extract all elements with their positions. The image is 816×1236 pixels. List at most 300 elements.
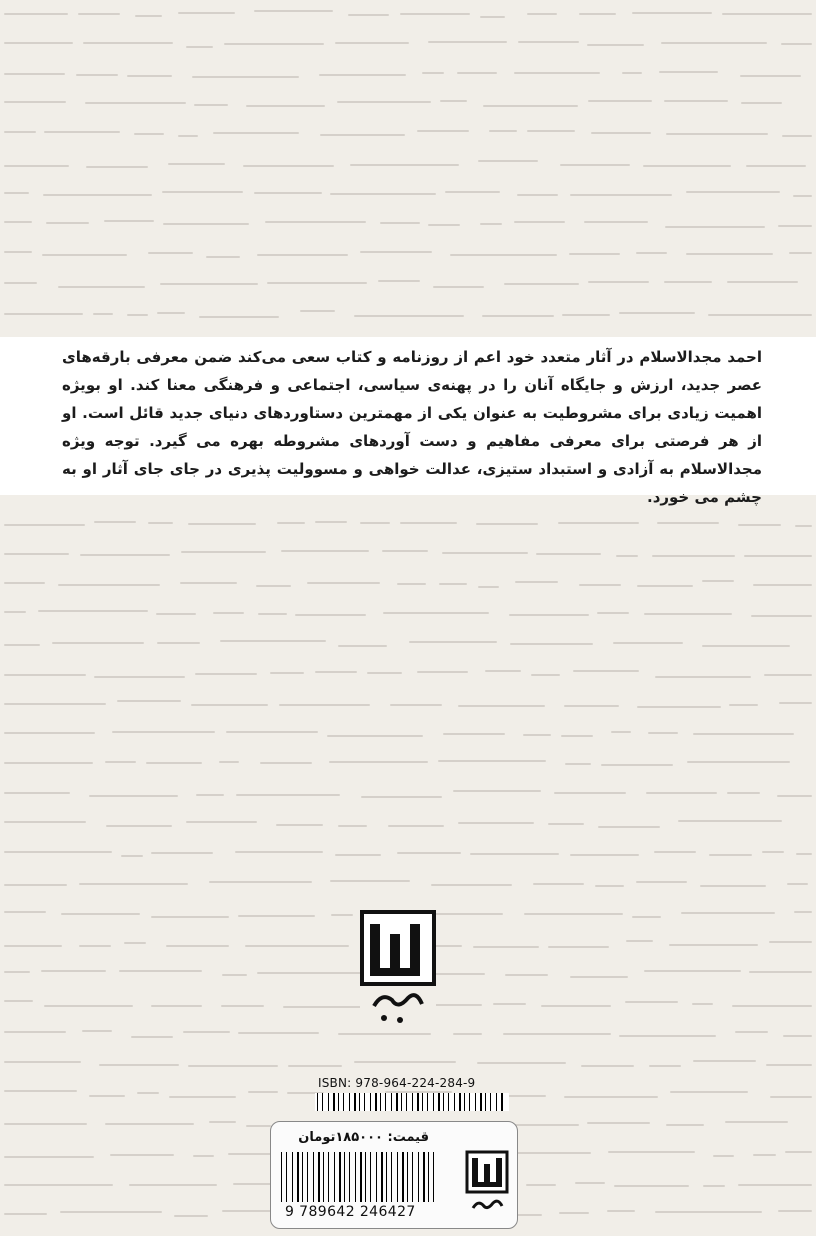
barcode-bar: [344, 1152, 345, 1202]
handwriting-stroke: [4, 165, 69, 167]
handwriting-stroke: [186, 821, 257, 823]
handwriting-stroke: [254, 192, 321, 194]
barcode-bar: [292, 1152, 293, 1202]
handwriting-stroke: [482, 315, 553, 317]
handwriting-stroke: [764, 674, 812, 676]
handwriting-stroke: [127, 75, 171, 77]
handwriting-stroke: [238, 915, 315, 917]
barcode-bar: [480, 1093, 482, 1111]
handwriting-stroke: [105, 761, 136, 763]
handwriting-stroke: [619, 312, 696, 314]
handwriting-stroke: [4, 945, 62, 947]
handwriting-stroke: [281, 550, 369, 552]
handwriting-stroke: [338, 645, 386, 647]
barcode-bar: [438, 1093, 440, 1111]
handwriting-stroke: [367, 672, 402, 674]
barcode-bar: [475, 1093, 476, 1111]
handwriting-stroke: [44, 131, 120, 133]
handwriting-stroke: [315, 521, 348, 523]
barcode-bar: [401, 1093, 402, 1111]
handwriting-stroke: [4, 131, 36, 133]
handwriting-stroke: [378, 280, 420, 282]
handwriting-stroke: [243, 165, 334, 167]
barcode-bar: [381, 1152, 383, 1202]
handwriting-stroke: [4, 971, 30, 973]
barcode-bar: [490, 1093, 491, 1111]
handwriting-stroke: [598, 826, 660, 828]
handwriting-stroke: [335, 42, 409, 44]
handwriting-stroke: [4, 821, 86, 823]
handwriting-stroke: [209, 881, 311, 883]
barcode-bar: [417, 1093, 419, 1111]
barcode-bar: [365, 1152, 366, 1202]
handwriting-stroke: [178, 12, 235, 14]
handwriting-stroke: [267, 282, 367, 284]
handwriting-stroke: [505, 974, 548, 976]
handwriting-stroke: [510, 643, 593, 645]
handwriting-stroke: [591, 132, 651, 134]
handwriting-stroke: [570, 194, 672, 196]
barcode-bars: [279, 1152, 439, 1202]
handwriting-stroke: [431, 884, 512, 886]
handwriting-stroke: [337, 101, 432, 103]
barcode-bar: [469, 1093, 470, 1111]
publisher-logo-graphic: [360, 910, 436, 1028]
handwriting-stroke: [664, 100, 728, 102]
handwriting-stroke: [657, 522, 719, 524]
handwriting-stroke: [188, 1065, 278, 1067]
handwriting-stroke: [38, 610, 148, 612]
barcode-bar: [386, 1152, 387, 1202]
handwriting-stroke: [4, 251, 32, 253]
handwriting-stroke: [42, 254, 127, 256]
handwriting-stroke: [655, 1211, 762, 1213]
handwriting-stroke: [135, 15, 162, 17]
handwriting-stroke: [4, 1184, 113, 1186]
handwriting-stroke: [224, 43, 324, 45]
handwriting-stroke: [587, 1122, 650, 1124]
handwriting-stroke: [277, 522, 305, 524]
handwriting-stroke: [178, 135, 199, 137]
handwriting-stroke: [206, 256, 240, 258]
handwriting-stroke: [222, 1210, 277, 1212]
handwriting-stroke: [4, 1031, 66, 1033]
handwriting-stroke: [709, 854, 752, 856]
handwriting-stroke: [104, 220, 154, 222]
barcode-bar: [307, 1152, 308, 1202]
handwriting-stroke: [648, 732, 679, 734]
handwriting-stroke: [46, 222, 89, 224]
handwriting-stroke: [222, 974, 246, 976]
handwriting-stroke: [793, 195, 812, 197]
handwriting-stroke: [504, 283, 579, 285]
handwriting-stroke: [515, 581, 557, 583]
handwriting-stroke: [188, 523, 256, 525]
handwriting-stroke: [180, 582, 237, 584]
handwriting-stroke: [796, 853, 812, 855]
handwriting-stroke: [331, 914, 354, 916]
handwriting-stroke: [524, 913, 623, 915]
handwriting-stroke: [753, 584, 812, 586]
handwriting-stroke: [4, 73, 65, 75]
handwriting-stroke: [649, 1065, 681, 1067]
barcode-bar: [317, 1093, 318, 1111]
barcode-bar: [370, 1093, 371, 1111]
barcode-bar: [370, 1152, 371, 1202]
handwriting-stroke: [383, 612, 488, 614]
handwriting-stroke: [565, 763, 591, 765]
handwriting-stroke: [777, 795, 812, 797]
handwriting-stroke: [564, 1096, 659, 1098]
handwriting-stroke: [194, 104, 228, 106]
handwriting-stroke: [457, 72, 496, 74]
blurb-panel: [0, 337, 816, 506]
handwriting-stroke: [235, 851, 323, 853]
handwriting-stroke: [246, 1125, 271, 1127]
handwriting-stroke: [453, 790, 541, 792]
handwriting-stroke: [746, 165, 806, 167]
handwriting-stroke: [151, 852, 213, 854]
handwriting-stroke: [554, 792, 626, 794]
handwriting-stroke: [400, 522, 457, 524]
barcode-bar: [281, 1152, 282, 1202]
handwriting-stroke: [354, 1061, 456, 1063]
handwriting-stroke: [4, 582, 45, 584]
handwriting-stroke: [533, 883, 584, 885]
handwriting-stroke: [78, 13, 120, 15]
handwriting-stroke: [195, 673, 257, 675]
handwriting-stroke: [636, 252, 667, 254]
barcode-bar: [427, 1093, 428, 1111]
handwriting-stroke: [4, 313, 83, 315]
handwriting-stroke: [350, 164, 459, 166]
handwriting-stroke: [127, 314, 147, 316]
barcode-bar: [333, 1093, 335, 1111]
handwriting-stroke: [245, 945, 349, 947]
handwriting-stroke: [238, 1032, 319, 1034]
handwriting-stroke: [4, 762, 93, 764]
handwriting-stroke: [117, 700, 180, 702]
handwriting-stroke: [417, 130, 469, 132]
handwriting-stroke: [778, 225, 812, 227]
handwriting-stroke: [579, 584, 621, 586]
handwriting-stroke: [614, 1185, 689, 1187]
blurb-text: احمد مجدالاسلام در آثار متعدد خود اعم از روزنامه و کتاب سعی می‌کند ضمن معرفی بارقه‌های عصر جدید، ارزش و جایگاه آنان را در پهنه‌ی سیاسی، اجتماعی و فرهنگی معنا کند. او بویژه اهمیت زیادی برای مشروطیت به عنوان یکی از مهمترین دستاوردهای دنیای جدید قائل است. او از هر فرصتی برای معرفی مفاهیم و دست آوردهای مشروطه بهره می گیرد. توجه ویژه مجدالاسلام به آزادی و استبداد ستیزی، عدالت خواهی و مسوولیت پذیری در جای جای آثار او به چشم می خورد.: [62, 348, 762, 506]
handwriting-stroke: [702, 645, 790, 647]
barcode-bar: [322, 1093, 323, 1111]
handwriting-stroke: [564, 705, 620, 707]
handwriting-stroke: [213, 132, 299, 134]
handwriting-stroke: [131, 1036, 173, 1038]
barcode-bar: [323, 1152, 324, 1202]
handwriting-stroke: [751, 615, 812, 617]
handwriting-stroke: [160, 283, 258, 285]
handwriting-stroke: [637, 585, 693, 587]
handwriting-stroke: [562, 314, 610, 316]
handwriting-stroke: [265, 221, 366, 223]
handwriting-stroke: [166, 945, 229, 947]
handwriting-stroke: [83, 42, 173, 44]
ean-barcode: [279, 1152, 439, 1212]
barcode-digits: 9 789642 246427: [285, 1204, 416, 1220]
handwriting-stroke: [4, 1156, 94, 1158]
handwriting-stroke: [573, 670, 639, 672]
handwriting-stroke: [493, 1003, 526, 1005]
handwriting-stroke: [666, 1124, 703, 1126]
handwriting-stroke: [105, 1123, 194, 1125]
handwriting-stroke: [458, 705, 546, 707]
handwriting-stroke: [400, 13, 470, 15]
handwriting-stroke: [58, 584, 160, 586]
handwriting-stroke: [327, 735, 423, 737]
barcode-bar: [423, 1152, 425, 1202]
handwriting-stroke: [4, 13, 68, 15]
handwriting-stroke: [794, 911, 812, 913]
barcode-bar: [448, 1093, 449, 1111]
barcode-bar: [407, 1152, 408, 1202]
handwriting-stroke: [686, 253, 773, 255]
handwriting-stroke: [134, 133, 164, 135]
isbn-barcode: [315, 1093, 509, 1111]
handwriting-stroke: [295, 614, 366, 616]
handwriting-stroke: [199, 316, 279, 318]
handwriting-stroke: [80, 554, 170, 556]
handwriting-stroke: [94, 676, 185, 678]
handwriting-stroke: [257, 254, 348, 256]
handwriting-stroke: [632, 916, 661, 918]
barcode-bar: [501, 1093, 503, 1111]
handwriting-stroke: [4, 221, 32, 223]
handwriting-stroke: [338, 825, 367, 827]
handwriting-stroke: [79, 883, 188, 885]
handwriting-stroke: [146, 762, 202, 764]
handwriting-stroke: [335, 854, 381, 856]
handwriting-stroke: [4, 524, 85, 526]
handwriting-stroke: [597, 612, 629, 614]
handwriting-stroke: [781, 43, 812, 45]
handwriting-stroke: [613, 642, 684, 644]
handwriting-stroke: [169, 1096, 236, 1098]
handwriting-stroke: [79, 945, 112, 947]
barcode-bar: [406, 1093, 407, 1111]
handwriting-stroke: [514, 72, 600, 74]
handwriting-stroke: [608, 1151, 695, 1153]
handwriting-stroke: [181, 551, 267, 553]
handwriting-stroke: [637, 706, 721, 708]
handwriting-stroke: [450, 254, 557, 256]
handwriting-stroke: [192, 76, 299, 78]
handwriting-stroke: [236, 794, 340, 796]
barcode-bar: [334, 1152, 335, 1202]
handwriting-stroke: [570, 854, 639, 856]
handwriting-stroke: [753, 1154, 776, 1156]
handwriting-stroke: [85, 102, 186, 104]
handwriting-stroke: [619, 1035, 716, 1037]
handwriting-stroke: [560, 164, 630, 166]
handwriting-stroke: [82, 1030, 112, 1032]
barcode-bar: [376, 1152, 377, 1202]
handwriting-stroke: [213, 612, 244, 614]
handwriting-stroke: [315, 671, 357, 673]
barcode-bar: [286, 1152, 287, 1202]
handwriting-stroke: [246, 105, 325, 107]
handwriting-stroke: [348, 14, 389, 16]
handwriting-stroke: [670, 1091, 748, 1093]
handwriting-stroke: [595, 885, 624, 887]
handwriting-stroke: [654, 851, 695, 853]
handwriting-stroke: [151, 1005, 203, 1007]
handwriting-stroke: [354, 315, 464, 317]
barcode-bar: [354, 1093, 356, 1111]
handwriting-stroke: [41, 970, 107, 972]
isbn-label: ISBN: 978-964-224-284-9: [318, 1076, 476, 1090]
handwriting-stroke: [681, 912, 775, 914]
barcode-bar: [459, 1093, 461, 1111]
handwriting-stroke: [320, 134, 405, 136]
handwriting-stroke: [489, 130, 516, 132]
handwriting-stroke: [360, 251, 433, 253]
handwriting-stroke: [409, 641, 497, 643]
handwriting-stroke: [579, 13, 616, 15]
handwriting-stroke: [478, 160, 538, 162]
publisher-logo-small-graphic: [465, 1150, 509, 1220]
handwriting-stroke: [124, 942, 146, 944]
handwriting-stroke: [470, 853, 559, 855]
handwriting-stroke: [300, 310, 335, 312]
handwriting-stroke: [770, 1096, 812, 1098]
handwriting-stroke: [762, 851, 784, 853]
barcode-bar: [496, 1093, 497, 1111]
handwriting-stroke: [329, 761, 428, 763]
handwriting-stroke: [744, 555, 812, 557]
handwriting-stroke: [476, 523, 537, 525]
handwriting-stroke: [4, 42, 73, 44]
handwriting-stroke: [168, 163, 225, 165]
publisher-logo-small: [465, 1150, 509, 1220]
handwriting-stroke: [86, 166, 147, 168]
handwriting-stroke: [713, 1155, 734, 1157]
handwriting-stroke: [257, 972, 365, 974]
handwriting-stroke: [749, 971, 812, 973]
handwriting-stroke: [795, 525, 812, 527]
handwriting-stroke: [209, 1121, 236, 1123]
handwriting-stroke: [644, 970, 740, 972]
handwriting-stroke: [338, 1033, 431, 1035]
handwriting-stroke: [397, 852, 461, 854]
barcode-bar: [359, 1093, 360, 1111]
handwriting-stroke: [106, 825, 171, 827]
handwriting-stroke: [4, 674, 86, 676]
barcode-bar: [391, 1093, 392, 1111]
handwriting-stroke: [52, 642, 144, 644]
handwriting-stroke: [558, 522, 638, 524]
handwriting-stroke: [708, 314, 812, 316]
handwriting-stroke: [443, 733, 505, 735]
handwriting-stroke: [643, 165, 731, 167]
handwriting-stroke: [4, 1061, 81, 1063]
handwriting-stroke: [442, 552, 527, 554]
handwriting-stroke: [526, 1184, 556, 1186]
barcode-bar: [318, 1152, 320, 1202]
handwriting-stroke: [390, 704, 442, 706]
barcode-bar: [485, 1093, 486, 1111]
handwriting-stroke: [330, 193, 436, 195]
publisher-logo: [360, 910, 436, 1028]
barcode-bar: [302, 1152, 303, 1202]
handwriting-stroke: [622, 72, 643, 74]
handwriting-stroke: [193, 1155, 214, 1157]
handwriting-stroke: [517, 194, 558, 196]
handwriting-stroke: [478, 586, 498, 588]
handwriting-stroke: [4, 611, 26, 613]
barcode-bar: [397, 1152, 398, 1202]
handwriting-stroke: [4, 1000, 33, 1002]
barcode-bar: [433, 1093, 434, 1111]
barcode-bar: [343, 1093, 344, 1111]
handwriting-stroke: [778, 1210, 812, 1212]
handwriting-stroke: [766, 1064, 812, 1066]
handwriting-stroke: [581, 1065, 634, 1067]
handwriting-stroke: [428, 224, 459, 226]
handwriting-stroke: [738, 524, 781, 526]
barcode-bar: [454, 1093, 455, 1111]
handwriting-stroke: [4, 732, 95, 734]
handwriting-stroke: [727, 281, 798, 283]
handwriting-stroke: [112, 731, 215, 733]
barcode-bar: [349, 1093, 350, 1111]
handwriting-stroke: [397, 583, 425, 585]
handwriting-stroke: [789, 252, 812, 254]
handwriting-stroke: [382, 550, 428, 552]
handwriting-stroke: [94, 521, 136, 523]
handwriting-stroke: [527, 13, 558, 15]
handwriting-stroke: [4, 884, 67, 886]
handwriting-stroke: [700, 885, 766, 887]
price-text: قیمت: ۱۸۵۰۰۰تومان: [298, 1130, 429, 1145]
handwriting-stroke: [307, 582, 380, 584]
handwriting-stroke: [428, 41, 507, 43]
handwriting-stroke: [741, 102, 782, 104]
handwriting-stroke: [686, 191, 781, 193]
handwriting-stroke: [570, 976, 628, 978]
handwriting-stroke: [527, 130, 574, 132]
handwriting-stroke: [162, 191, 243, 193]
barcode-bar: [355, 1152, 356, 1202]
handwriting-stroke: [601, 764, 673, 766]
handwriting-stroke: [738, 1184, 812, 1186]
handwriting-stroke: [433, 286, 484, 288]
handwriting-stroke: [4, 792, 70, 794]
handwriting-stroke: [646, 792, 717, 794]
handwriting-stroke: [652, 555, 735, 557]
handwriting-stroke: [514, 221, 565, 223]
handwriting-stroke: [156, 613, 196, 615]
handwriting-stroke: [722, 13, 812, 15]
handwriting-stroke: [536, 553, 601, 555]
handwriting-stroke: [607, 1210, 634, 1212]
handwriting-stroke: [783, 1035, 812, 1037]
handwriting-stroke: [729, 704, 758, 706]
handwriting-stroke: [779, 702, 812, 704]
handwriting-stroke: [735, 1031, 768, 1033]
barcode-bar: [412, 1093, 413, 1111]
handwriting-stroke: [157, 312, 185, 314]
handwriting-stroke: [61, 913, 140, 915]
handwriting-stroke: [782, 135, 812, 137]
handwriting-stroke: [787, 883, 808, 885]
handwriting-stroke: [174, 1215, 208, 1217]
handwriting-stroke: [163, 223, 250, 225]
